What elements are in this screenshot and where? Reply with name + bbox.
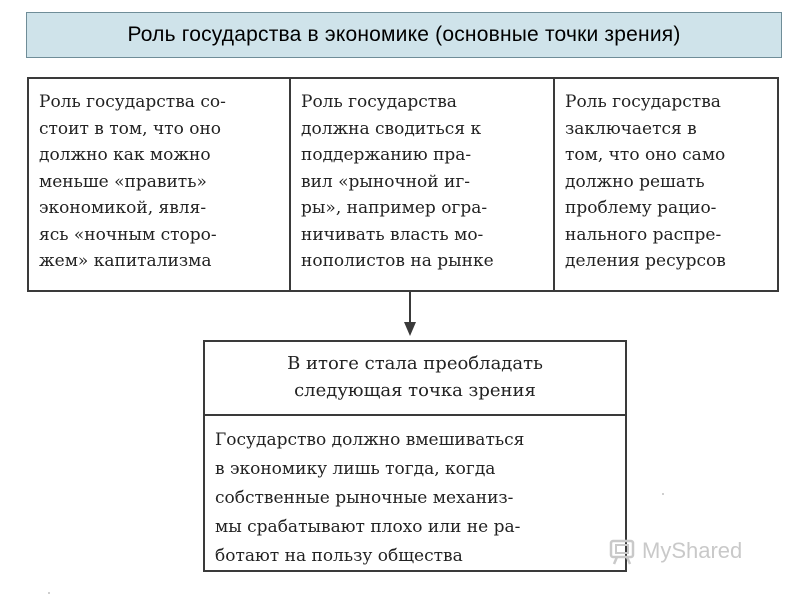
viewpoints-table [27, 77, 779, 292]
conclusion-text: Государство должно вмешиваться в экономику лишь тогда, когда собственные рыночные механиз- мы срабатывают плохо или не ра- ботают на пользу общества [215, 430, 525, 566]
connector-arrow-line [409, 292, 411, 324]
watermark [608, 536, 742, 566]
viewpoint-2: Роль государства должна сводиться к поддержанию пра- вил «рыночной иг- ры», например огра- ничивать власть мо- нополистов на рынке [291, 79, 555, 290]
watermark-text: MyShared [642, 538, 743, 563]
myshared-logo-icon [608, 536, 638, 566]
speck [662, 493, 664, 495]
slide-title: Роль государства в экономике (основные точки зрения) [127, 23, 681, 46]
speck [48, 592, 50, 594]
conclusion-box [203, 340, 627, 572]
viewpoint-1: Роль государства со- стоит в том, что оно должно как можно меньше «править» экономикой, явля- ясь «ночным сторо- жем» капитализма [29, 79, 291, 290]
arrow-down-icon [404, 322, 416, 336]
slide-title-box [26, 12, 782, 58]
conclusion-heading: В итоге стала преобладать следующая точка зрения [205, 342, 625, 416]
viewpoint-3: Роль государства заключается в том, что оно само должно решать проблему рацио- нального распре- деления ресурсов [565, 92, 726, 271]
